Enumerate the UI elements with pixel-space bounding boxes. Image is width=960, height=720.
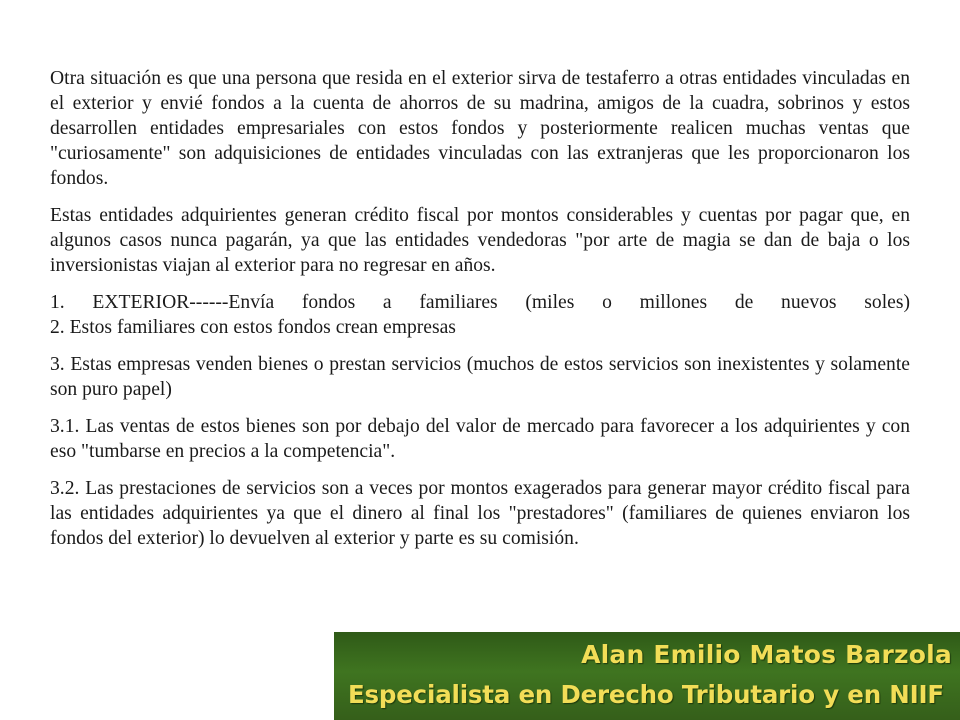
paragraph-testaferro: Otra situación es que una persona que resida en el exterior sirva de testaferro a otras entidades vinculadas en el exterior y envié fondos a la cuenta de ahorros de su madrina, amigos de la cuadra, sobrinos y estos desarrollen entidades empresariales con estos fondos y posteriormente realicen muchas ventas que "curiosamente" son adquisiciones de entidades vinculadas con las extranjeras que les proporcionaron los fondos. <box>50 68 910 189</box>
author-title: Especialista en Derecho Tributario y en NIIF <box>348 680 944 709</box>
paragraph-step-3-2: 3.2. Las prestaciones de servicios son a veces por montos exagerados para generar mayor crédito fiscal para las entidades adquirientes ya que el dinero al final los "prestadores" (familiares de quienes enviaron los fondos del exterior) lo devuelven al exterior y parte es su comisión. <box>50 478 910 549</box>
slide-body-text <box>50 66 910 563</box>
paragraph-steps-1-2 <box>50 290 910 340</box>
step-2-text: 2. Estos familiares con estos fondos crean empresas <box>50 317 456 338</box>
paragraph-step-3: 3. Estas empresas venden bienes o prestan servicios (muchos de estos servicios son inexistentes y solamente son puro papel) <box>50 354 910 400</box>
paragraph-credito-fiscal: Estas entidades adquirientes generan crédito fiscal por montos considerables y cuentas por pagar que, en algunos casos nunca pagarán, ya que las entidades vendedoras "por arte de magia se dan de baja o los inversionistas viajan al exterior para no regresar en años. <box>50 205 910 276</box>
paragraph-step-3-1: 3.1. Las ventas de estos bienes son por debajo del valor de mercado para favorecer a los adquirientes y con eso "tumbarse en precios a la competencia". <box>50 416 910 462</box>
step-1-text: 1. EXTERIOR------Envía fondos a familiares (miles o millones de nuevos soles) <box>50 292 910 313</box>
author-banner <box>334 632 960 720</box>
author-name: Alan Emilio Matos Barzola <box>581 640 952 669</box>
